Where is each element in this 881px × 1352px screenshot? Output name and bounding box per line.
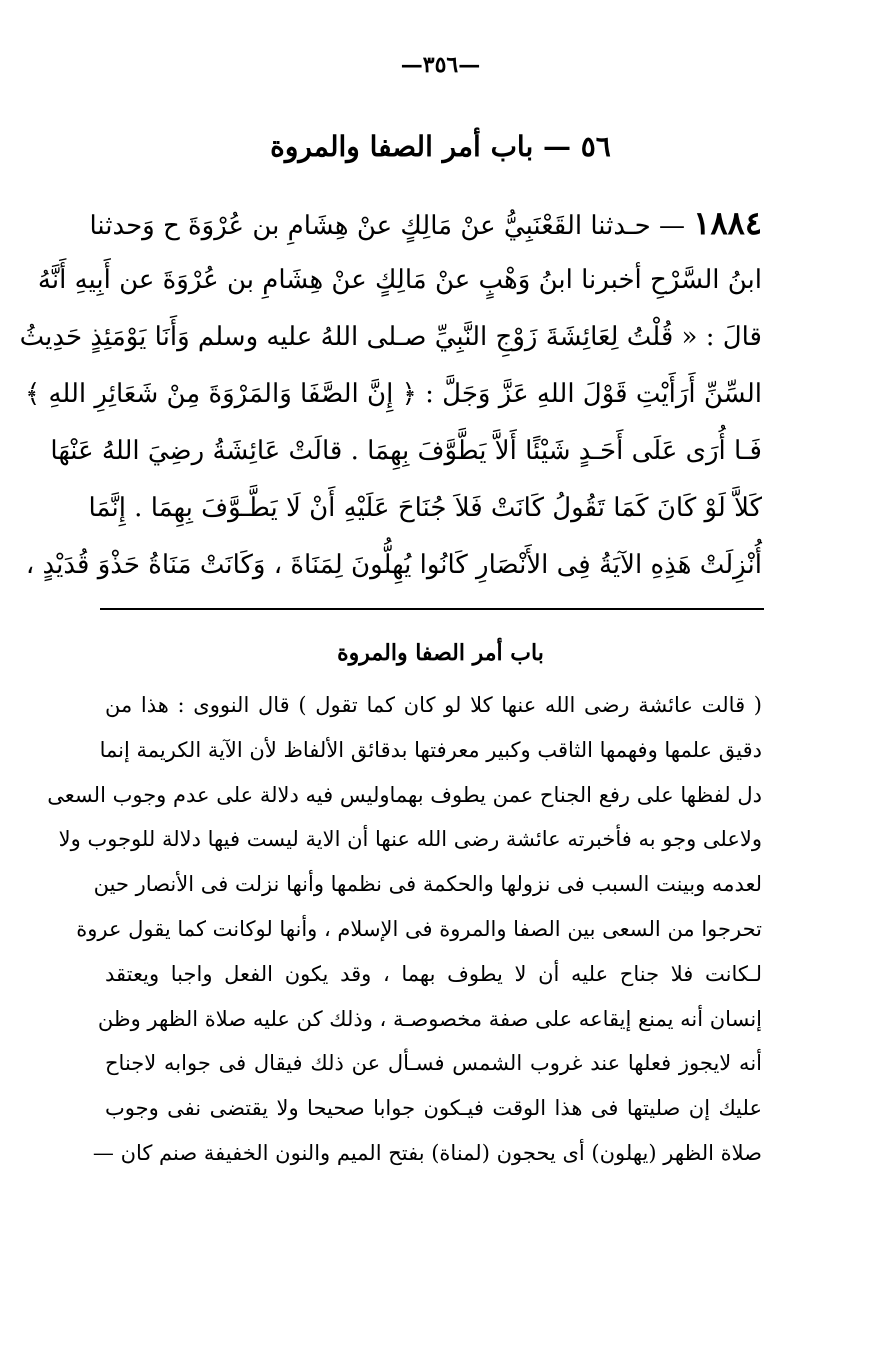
commentary-line: صلاة الظهر (يهلون) أى يحجون (لمناة) بفتح الميم والنون الخفيفة صنم كان — [92, 1140, 762, 1165]
commentary-line: أنه لايجوز فعلها عند غروب الشمس فسـأل عن ذلك فيقال فى جوابه لاجناح [105, 1051, 762, 1076]
hadith-line: ابنُ السَّرْحِ أخبرنا ابنُ وَهْبٍ عنْ مَالِكٍ عنْ هِشَامِ بن عُرْوَةَ عن أَبِيهِ أَنَّهُ [37, 265, 762, 295]
hadith-line: قالَ : « قُلْتُ لِعَائِشَةَ زَوْجِ النَّبِيِّ صـلى اللهُ عليه وسلم وَأَنَا يَوْمَئِذٍ حَدِيثُ [19, 322, 762, 352]
commentary-heading: باب أمر الصفا والمروة [337, 640, 544, 666]
commentary-text [47, 683, 762, 1176]
hadith-line: أُنْزِلَتْ هَذِهِ الآيَةُ فِى الأَنْصَارِ كَانُوا يُهِلُّونَ لِمَنَاةَ ، وَكَانَتْ مَنَاةُ حَذْوَ قُدَيْدٍ ، [25, 550, 762, 580]
hadith-line: فَـا أُرَى عَلَى أَحَـدٍ شَيْئًا أَلاَّ يَطَّوَّفَ بِهِمَا . قالَتْ عَائِشَةُ رضِيَ اللهُ عَنْهَا [50, 436, 762, 466]
commentary-line: دقيق علمها وفهمها الثاقب وكبير معرفتها بدقائق الألفاظ لأن الآية الكريمة إنما [99, 737, 762, 762]
commentary-line: عليك إن صليتها فى هذا الوقت فيـكون جوابا صحيحا ولا يقتضى نفى وجوب [105, 1096, 762, 1121]
hadith-text [19, 195, 762, 594]
commentary-line: تحرجوا من السعى بين الصفا والمروة فى الإسلام ، وأنها لوكانت كما يقول عروة [76, 916, 762, 941]
hadith-line: كَلاَّ لَوْ كَانَ كَمَا تَقُولُ كَانَتْ فَلاَ جُنَاحَ عَلَيْهِ أَنْ لَا يَطَّـوَّفَ بِهِمَا . إِنَّمَا [88, 493, 762, 523]
commentary-line: لعدمه وبينت السبب فى نزولها والحكمة فى نظمها وأنها نزلت فى الأنصار حين [93, 872, 762, 897]
hadith-line-text: — حـدثنا القَعْنَبِيُّ عنْ مَالِكٍ عنْ هِشَامِ بن عُرْوَةَ ح وَحدثنا [89, 211, 685, 241]
commentary-line: ولاعلى وجو به فأخبرته عائشة رضى الله عنها أن الاية ليست فيها دلالة للوجوب ولا [58, 827, 762, 852]
page-number: —٣٥٦— [400, 52, 481, 78]
chapter-heading [0, 130, 881, 163]
commentary-line: إنسان أنه يمنع إيقاعه على صفة مخصوصـة ، وذلك كن عليه صلاة الظهر وظن [97, 1006, 762, 1031]
chapter-title: — باب أمر الصفا والمروة [270, 130, 572, 163]
chapter-number: ٥٦ [580, 130, 611, 163]
commentary-line: لـكانت فلا جناح عليه أن لا يطوف بهما ، وقد يكون الفعل واجبا ويعتقد [105, 961, 762, 986]
commentary-line: دل لفظها على رفع الجناح عمن يطوف بهماوليس فيه دلالة على عدم وجوب السعى [47, 782, 762, 807]
commentary-line: ( قالت عائشة رضى الله عنها كلا لو كان كما تقول ) قال النووى : هذا من [105, 693, 762, 717]
section-divider [100, 608, 764, 610]
hadith-number: ١٨٨٤ [693, 204, 762, 242]
hadith-line: السِّنِّ أَرَأَيْتِ قَوْلَ اللهِ عَزَّ وَجَلَّ : ﴿ إِنَّ الصَّفَا وَالمَرْوَةَ مِنْ شَعَائِرِ اللهِ ﴾ [24, 379, 762, 409]
hadith-line [89, 195, 762, 252]
